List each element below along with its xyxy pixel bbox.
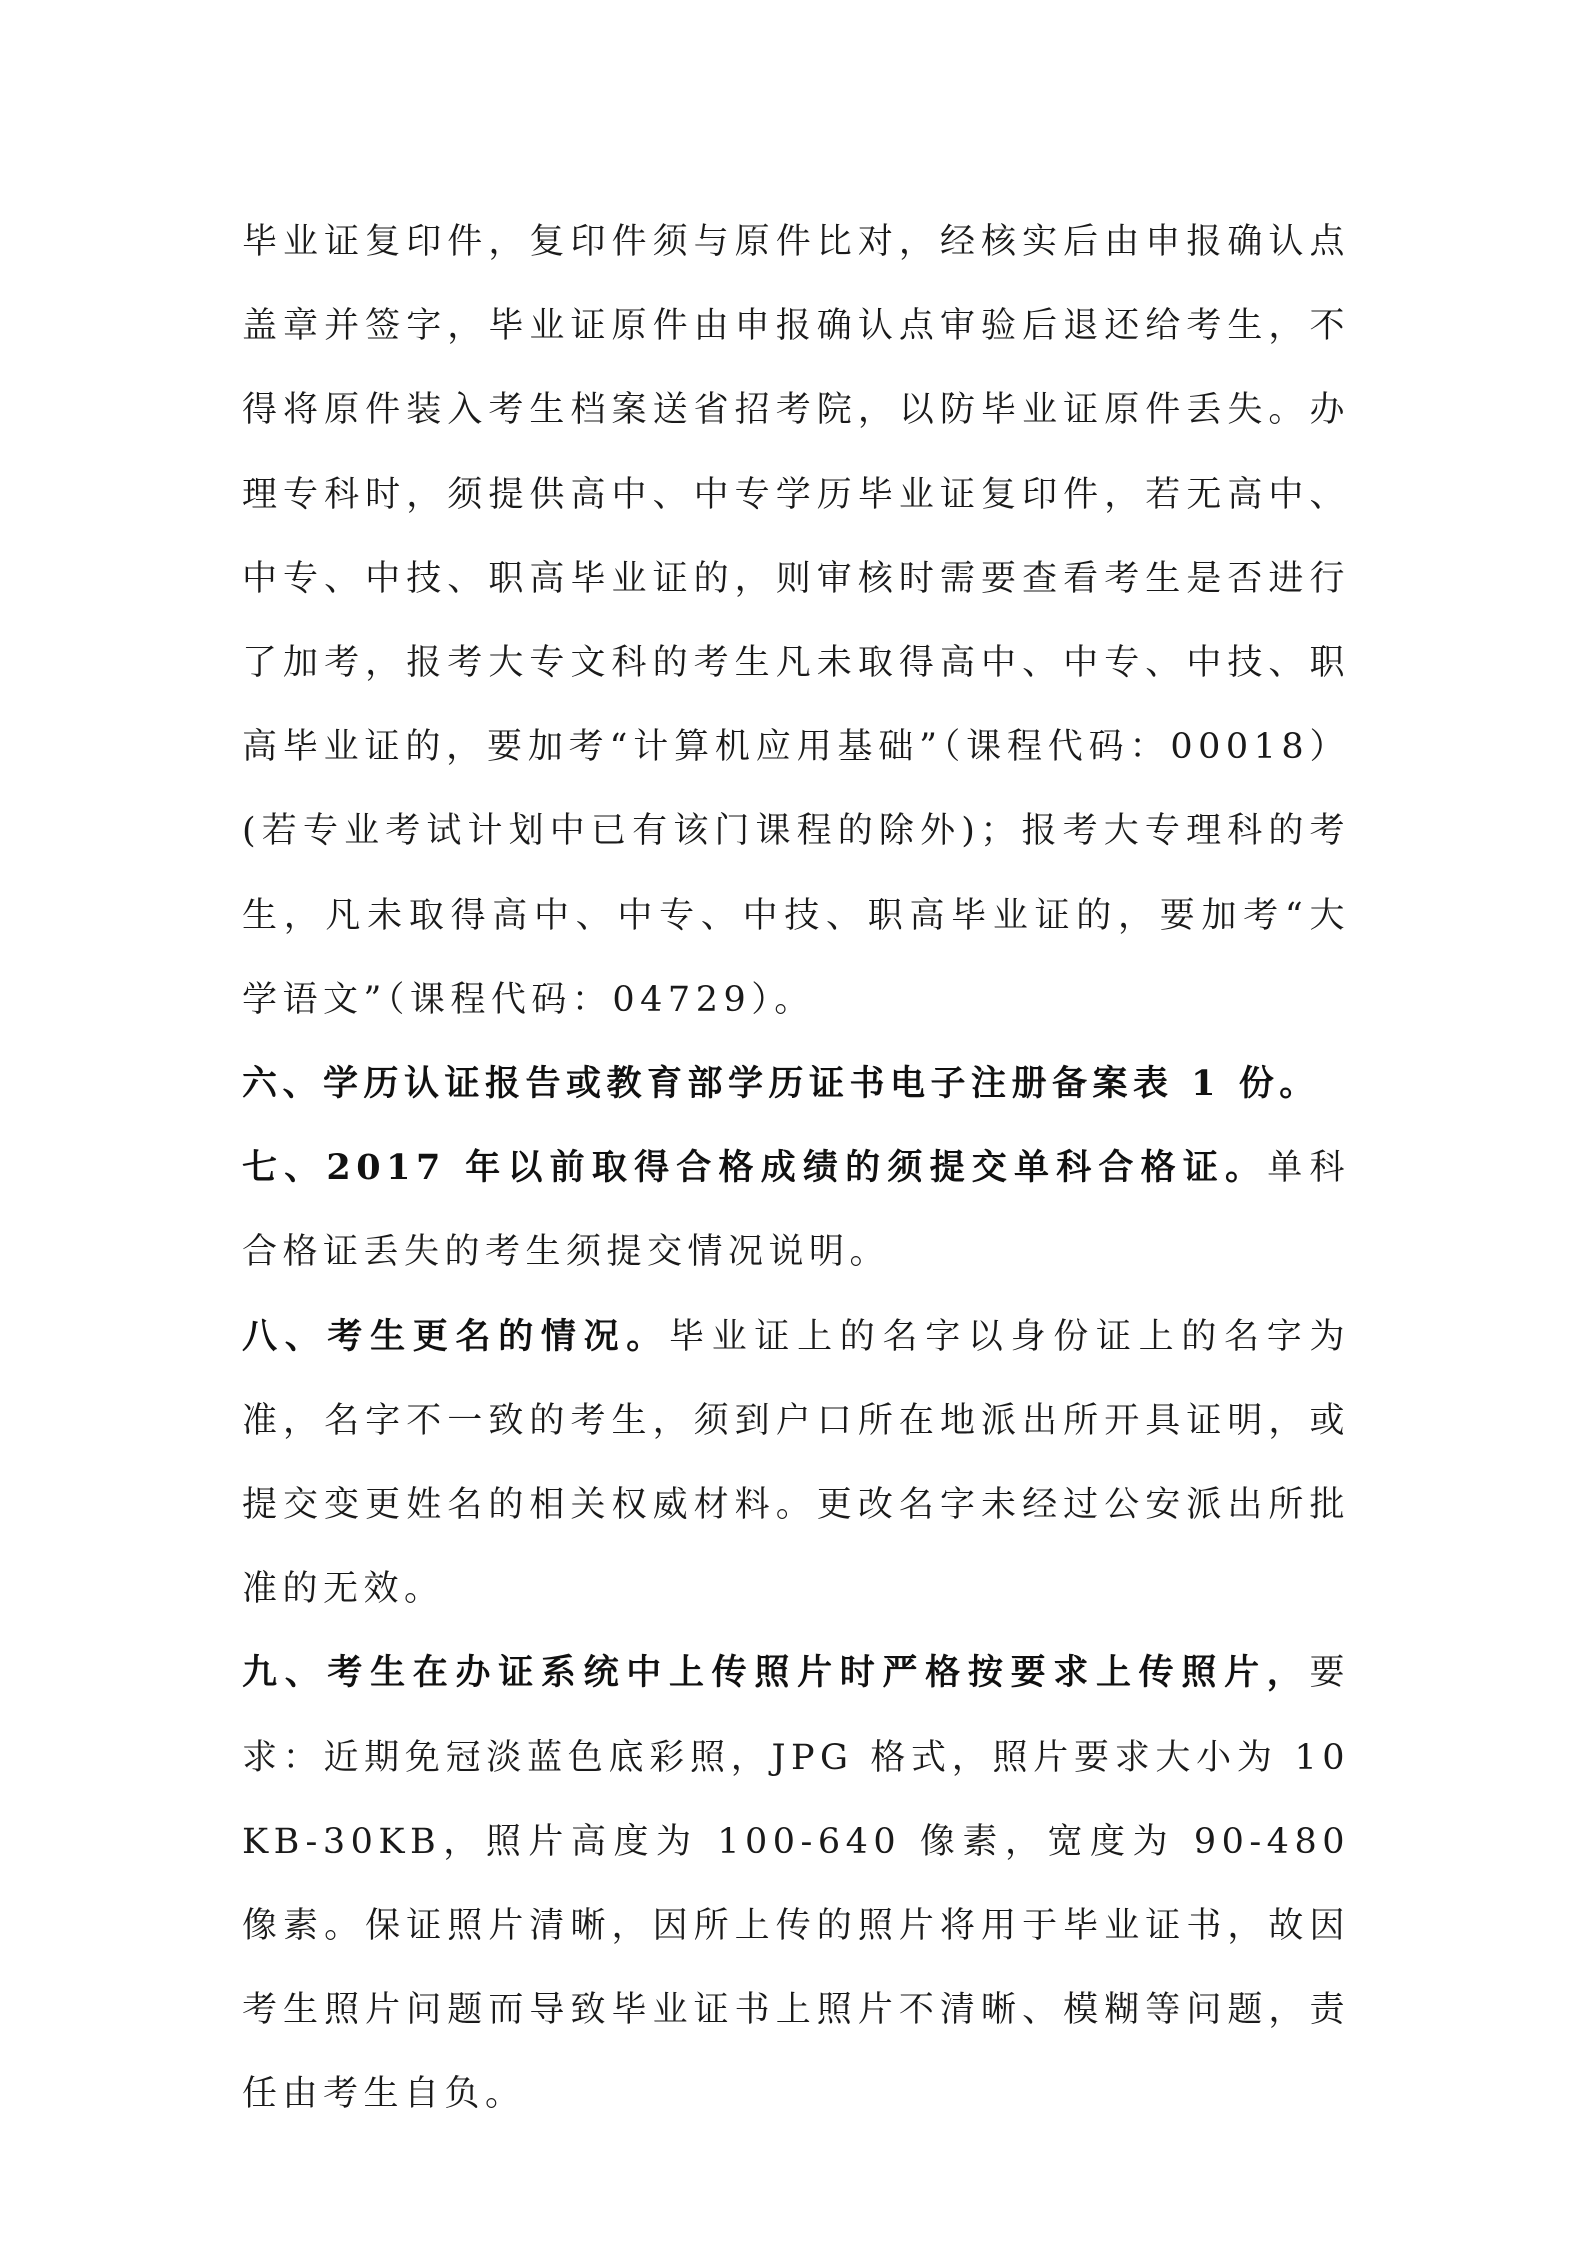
paragraph-six-education-report xyxy=(242,1042,1350,1126)
paragraph-text: 毕业证复印件，复印件须与原件比对，经核实后由申报确认点盖章并签字，毕业证原件由申报确认点审验后退还给考生，不得将原件装入考生档案送省招考院，以防毕业证原件丢失。办理专科时，须提供高中、中专学历毕业证复印件，若无高中、中专、中技、职高毕业证的，则审核时需要查看考生是否进行了加考，报考大专文科的考生凡未取得高中、中专、中技、职高毕业证的，要加考“计算机应用基础”（课程代码：00018）(若专业考试计划中已有该门课程的除外)；报考大专理科的考生，凡未取得高中、中专、中技、职高毕业证的，要加考“大学语文”（课程代码：04729）。 xyxy=(242,222,1350,1020)
paragraph-nine-photo-upload xyxy=(242,1631,1350,2136)
paragraph-heading: 九、考生在办证系统中上传照片时严格按要求上传照片， xyxy=(242,1652,1310,1694)
paragraph-heading: 八、考生更名的情况。 xyxy=(242,1315,669,1357)
document-body xyxy=(242,200,1350,2137)
paragraph-diploma-copy xyxy=(242,200,1350,1042)
paragraph-text: 毕业证上的名字以身份证上的名字为准，名字不一致的考生，须到户口所在地派出所开具证明，或提交变更姓名的相关权威材料。更改名字未经过公安派出所批准的无效。 xyxy=(242,1316,1350,1610)
paragraph-heading: 六、学历认证报告或教育部学历证书电子注册备案表 1 份。 xyxy=(242,1063,1320,1105)
paragraph-text: 单科合格证丢失的考生须提交情况说明。 xyxy=(242,1148,1350,1273)
paragraph-heading: 七、2017 年以前取得合格成绩的须提交单科合格证。 xyxy=(242,1147,1268,1189)
paragraph-eight-name-change xyxy=(242,1295,1350,1632)
paragraph-text: 要求：近期免冠淡蓝色底彩照，JPG 格式，照片要求大小为 10KB-30KB，照片高度为 100-640 像素，宽度为 90-480 像素。保证照片清晰，因所上传的照片将用于毕业证书，故因考生照片问题而导致毕业证书上照片不清晰、模糊等问题，责任由考生自负。 xyxy=(242,1653,1350,2115)
paragraph-seven-subject-certificates xyxy=(242,1126,1350,1294)
